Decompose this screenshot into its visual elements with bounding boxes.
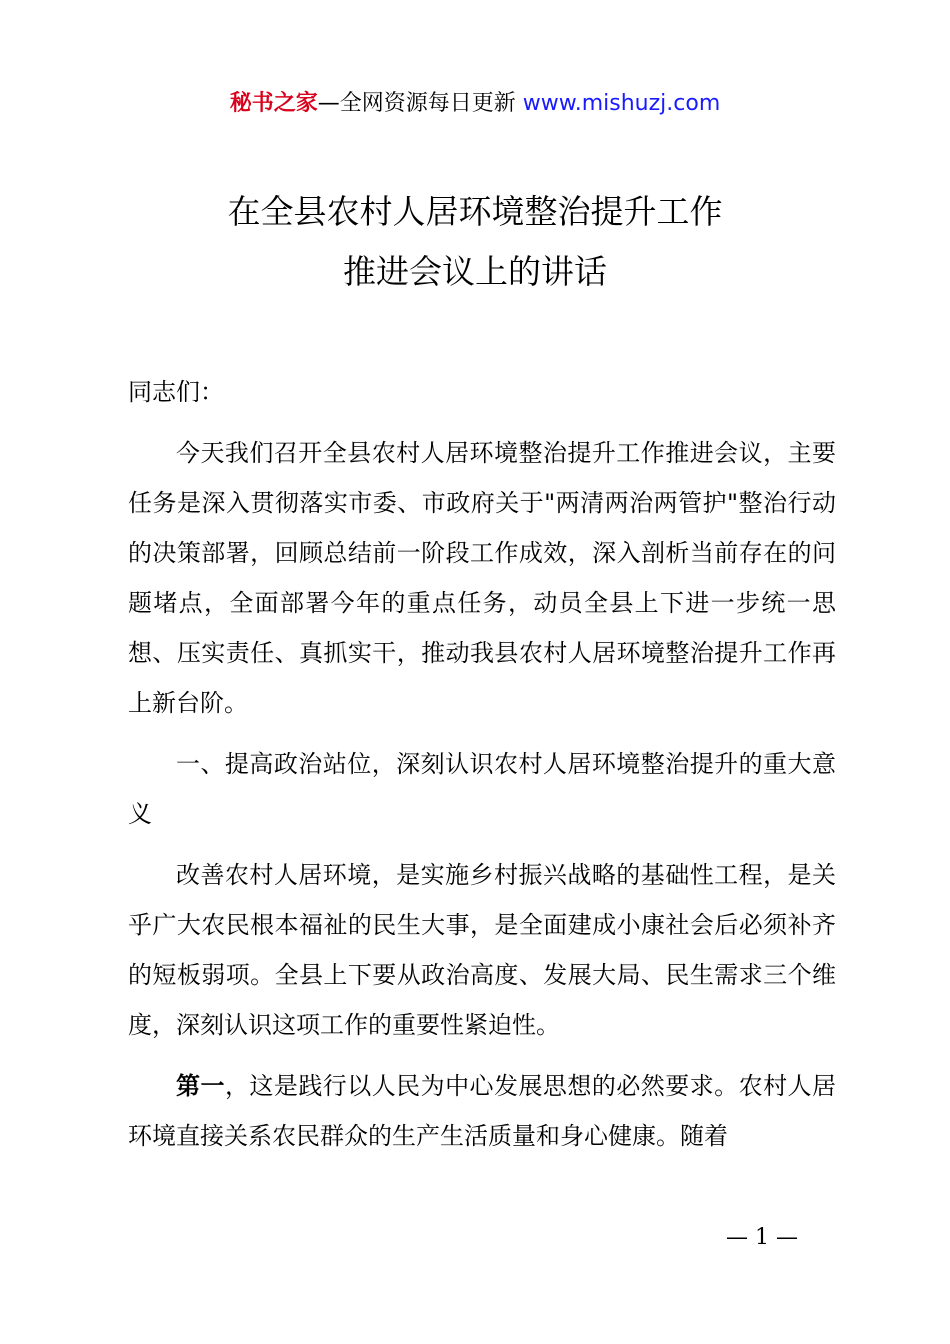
header-tagline: —全网资源每日更新 — [317, 91, 523, 116]
point-1-lead: 第一 — [176, 1072, 225, 1100]
document-body — [128, 367, 836, 1172]
document-title — [0, 182, 950, 302]
page-number: — 1 — — [726, 1225, 798, 1250]
paragraph-point-1 — [128, 1061, 836, 1161]
section-heading-1: 一、提高政治站位，深刻认识农村人居环境整治提升的重大意义 — [128, 750, 836, 828]
title-line-2: 推进会议上的讲话 — [343, 252, 607, 291]
brand-name: 秘书之家 — [229, 91, 318, 116]
salutation: 同志们： — [128, 378, 224, 406]
paragraph-intro: 今天我们召开全县农村人居环境整治提升工作推进会议，主要任务是深入贯彻落实市委、市政府关于"两清两治两管护"整治行动的决策部署，回顾总结前一阶段工作成效，深入剖析当前存在的问题堵点，全面部署今年的重点任务，动员全县上下进一步统一思想、压实责任、真抓实干，推动我县农村人居环境整治提升工作再上新台阶。 — [128, 439, 836, 717]
paragraph-significance: 改善农村人居环境，是实施乡村振兴战略的基础性工程，是关乎广大农民根本福祉的民生大事，是全面建成小康社会后必须补齐的短板弱项。全县上下要从政治高度、发展大局、民生需求三个维度，深刻认识这项工作的重要性紧迫性。 — [128, 861, 836, 1039]
site-url[interactable]: www.mishuzj.com — [522, 91, 721, 116]
title-line-1: 在全县农村人居环境整治提升工作 — [227, 192, 723, 231]
header-banner — [0, 88, 950, 120]
point-1-text: ，这是践行以人民为中心发展思想的必然要求。农村人居环境直接关系农民群众的生产生活质量和身心健康。随着 — [128, 1072, 837, 1150]
